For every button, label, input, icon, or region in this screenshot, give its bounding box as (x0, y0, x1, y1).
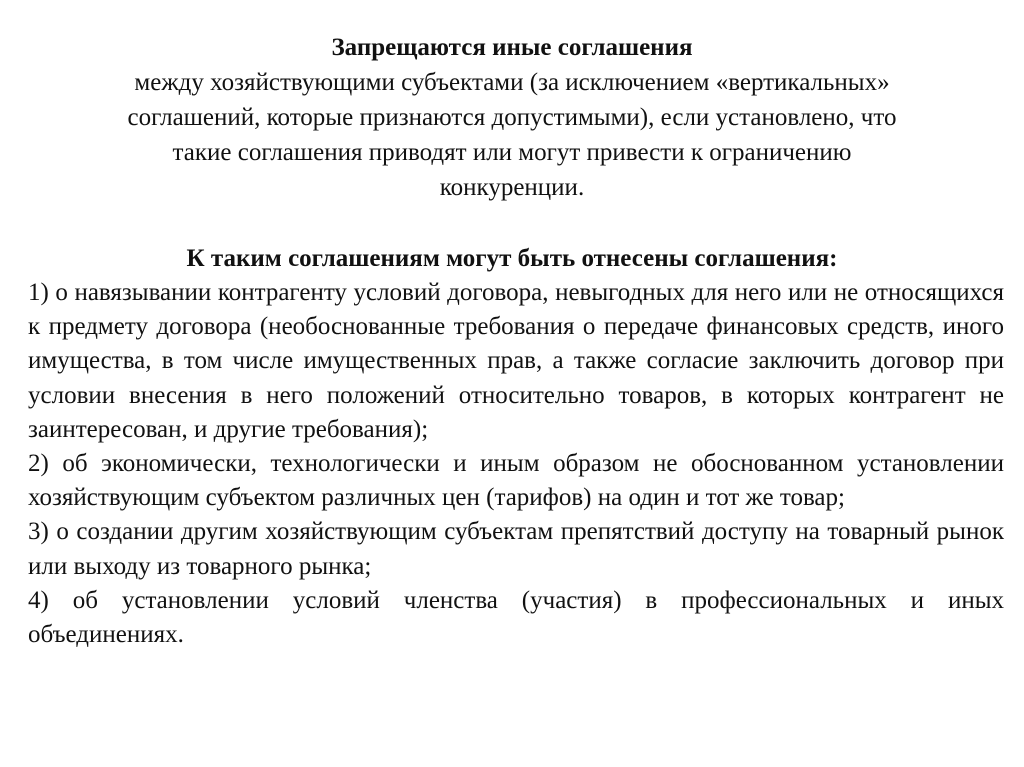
intro-body: между хозяйствующими субъектами (за исключением «вертикальных» соглашений, которые признаются допустимыми), если установлено, что такие соглашения приводят или могут привести к ограничению конкуренции. (127, 69, 897, 201)
agreement-list (28, 276, 1004, 652)
list-item-1: 1) о навязывании контрагенту условий договора, невыгодных для него или не относящихся к предмету договора (необоснованные требования о передаче финансовых средств, иного имущества, в том числе имущественных прав, а также согласие заключить договор при условии внесения в него положений относительно товаров, в которых контрагент не заинтересован, и другие требования); (28, 279, 1004, 443)
list-item-3: 3) о создании другим хозяйствующим субъектам препятствий доступу на товарный рынок или выходу из товарного рынка; (28, 518, 1004, 580)
intro-heading: Запрещаются иные соглашения (331, 34, 693, 61)
intro-block (30, 30, 994, 205)
list-item-4: 4) об установлении условий членства (участия) в профессиональных и иных объединениях. (28, 586, 1004, 649)
list-item-2: 2) об экономически, технологически и иным образом не обоснованном установлении хозяйствующим субъектом различных цен (тарифов) на один и тот же товар; (28, 450, 1004, 512)
list-heading: К таким соглашениям могут быть отнесены соглашения: (186, 245, 838, 272)
